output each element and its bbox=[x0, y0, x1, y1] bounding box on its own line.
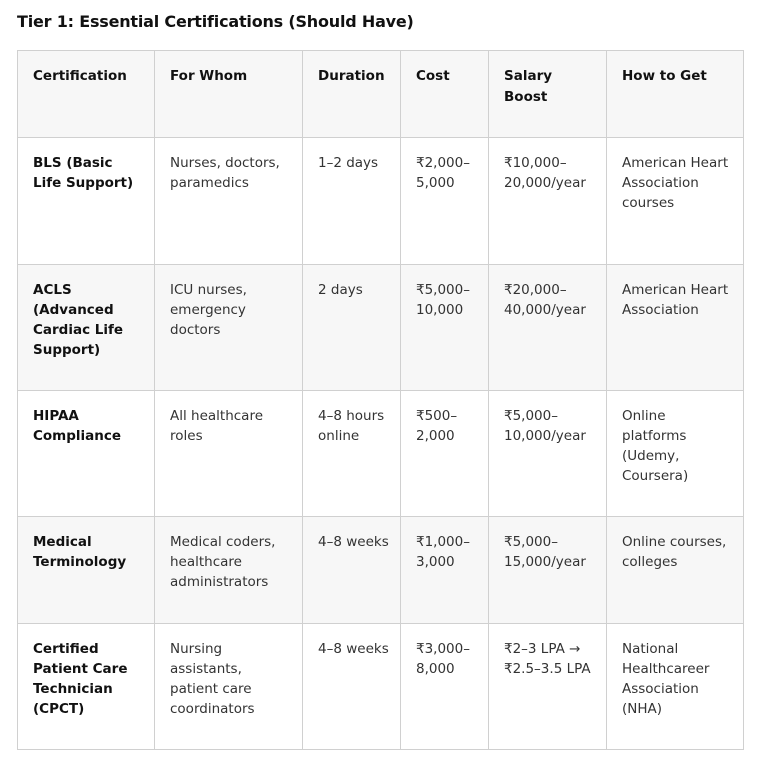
cell-certification: HIPAA Compliance bbox=[18, 391, 155, 517]
cell-how-to-get: National Healthcareer Association (NHA) bbox=[607, 624, 744, 750]
cell-how-to-get: American Heart Association courses bbox=[607, 138, 744, 265]
table-row bbox=[18, 391, 744, 517]
column-header-certification: Certification bbox=[18, 51, 155, 138]
cell-cost: ₹2,000–5,000 bbox=[401, 138, 489, 265]
column-header-cost: Cost bbox=[401, 51, 489, 138]
cell-for-whom: Nursing assistants, patient care coordinators bbox=[155, 624, 303, 750]
column-header-for-whom: For Whom bbox=[155, 51, 303, 138]
cell-salary-boost: ₹5,000–10,000/year bbox=[489, 391, 607, 517]
cell-cost: ₹1,000–3,000 bbox=[401, 517, 489, 624]
table-header-row bbox=[18, 51, 744, 138]
table-row bbox=[18, 624, 744, 750]
column-header-duration: Duration bbox=[303, 51, 401, 138]
cell-certification: Certified Patient Care Technician (CPCT) bbox=[18, 624, 155, 750]
cell-for-whom: ICU nurses, emergency doctors bbox=[155, 265, 303, 391]
cell-duration: 4–8 hours online bbox=[303, 391, 401, 517]
cell-salary-boost: ₹10,000–20,000/year bbox=[489, 138, 607, 265]
cell-duration: 4–8 weeks bbox=[303, 517, 401, 624]
cell-how-to-get: Online platforms (Udemy, Coursera) bbox=[607, 391, 744, 517]
cell-duration: 4–8 weeks bbox=[303, 624, 401, 750]
cell-how-to-get: Online courses, colleges bbox=[607, 517, 744, 624]
cell-cost: ₹3,000–8,000 bbox=[401, 624, 489, 750]
cell-duration: 2 days bbox=[303, 265, 401, 391]
table-row bbox=[18, 265, 744, 391]
column-header-salary-boost: Salary Boost bbox=[489, 51, 607, 138]
cell-for-whom: Nurses, doctors, paramedics bbox=[155, 138, 303, 265]
cell-salary-boost: ₹5,000–15,000/year bbox=[489, 517, 607, 624]
page-title: Tier 1: Essential Certifications (Should Have) bbox=[17, 12, 414, 31]
cell-certification: ACLS (Advanced Cardiac Life Support) bbox=[18, 265, 155, 391]
cell-certification: Medical Terminology bbox=[18, 517, 155, 624]
cell-cost: ₹500–2,000 bbox=[401, 391, 489, 517]
cell-salary-boost: ₹2–3 LPA → ₹2.5–3.5 LPA bbox=[489, 624, 607, 750]
column-header-how-to-get: How to Get bbox=[607, 51, 744, 138]
cell-certification: BLS (Basic Life Support) bbox=[18, 138, 155, 265]
cell-cost: ₹5,000–10,000 bbox=[401, 265, 489, 391]
cell-how-to-get: American Heart Association bbox=[607, 265, 744, 391]
certifications-table bbox=[17, 50, 744, 750]
cell-duration: 1–2 days bbox=[303, 138, 401, 265]
cell-for-whom: All healthcare roles bbox=[155, 391, 303, 517]
cell-salary-boost: ₹20,000–40,000/year bbox=[489, 265, 607, 391]
table-row bbox=[18, 517, 744, 624]
cell-for-whom: Medical coders, healthcare administrators bbox=[155, 517, 303, 624]
table-row bbox=[18, 138, 744, 265]
